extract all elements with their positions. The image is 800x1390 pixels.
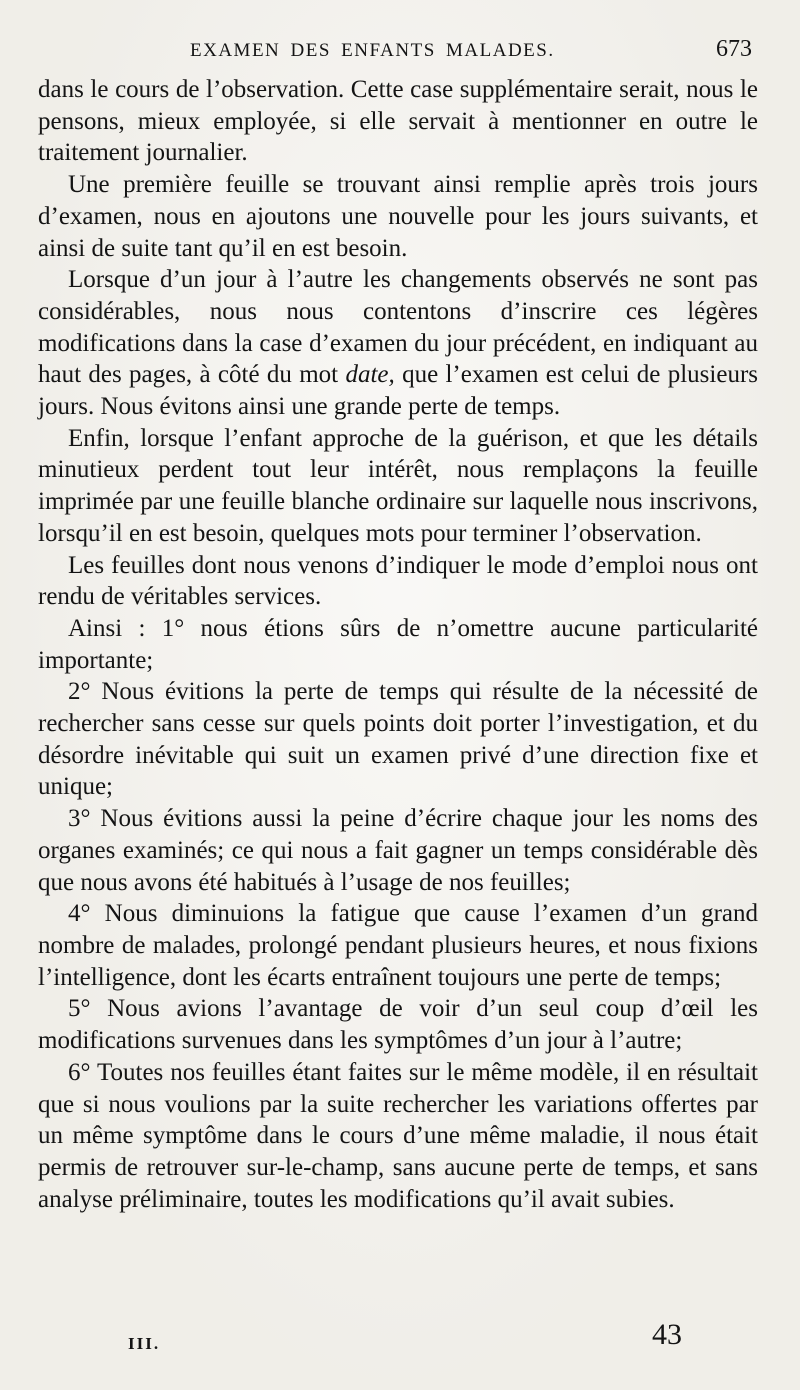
list-paragraph: 4° Nous diminuions la fatigue que cause l’examen d’un grand nombre de malades, prolongé pendant plusieurs heures, et nous fixions l’intelligence, dont les écarts entraînent toujours une perte de temps; bbox=[38, 900, 758, 991]
list-paragraph: 6° Toutes nos feuilles étant faites sur le même modèle, il en résultait que si nous voulions par la suite rechercher les variations offertes par un même symptôme dans le cours d’une même maladie, il nous était permis de retrouver sur-le-champ, sans aucune perte de temps, et sans analyse préliminaire, toutes les modifications qu’il avait subies. bbox=[38, 1058, 758, 1213]
paragraph bbox=[38, 264, 758, 423]
paragraph-text: que l’examen est celui de plusieurs jours. Nous évitons ainsi une grande perte de temps. bbox=[38, 361, 759, 421]
list-paragraph: 3° Nous évitions aussi la peine d’écrire chaque jour les noms des organes examinés; ce qui nous a fait gagner un temps considérable dès que nous avons été habitués à l’usage de nos feuilles; bbox=[38, 805, 758, 896]
sheet-number: 43 bbox=[652, 1318, 682, 1351]
signature-mark: III. bbox=[128, 1334, 161, 1353]
italic-word: date, bbox=[345, 361, 395, 389]
paragraph: Ainsi : 1° nous étions sûrs de n’omettre aucune particularité importante; bbox=[38, 614, 758, 674]
paragraph-continuation: dans le cours de l’observation. Cette case supplémentaire serait, nous le pensons, mieux employée, si elle servait à mentionner en outre le traitement journalier. bbox=[38, 76, 758, 167]
page-number: 673 bbox=[716, 36, 752, 62]
list-paragraph: 5° Nous avions l’avantage de voir d’un seul coup d’œil les modifications survenues dans les symptômes d’un jour à l’autre; bbox=[38, 995, 758, 1055]
page-footer bbox=[0, 1318, 800, 1368]
paragraph: Une première feuille se trouvant ainsi remplie après trois jours d’examen, nous en ajoutons une nouvelle pour les jours suivants, et ainsi de suite tant qu’il en est besoin. bbox=[38, 171, 758, 262]
list-paragraph: 2° Nous évitions la perte de temps qui résulte de la nécessité de rechercher sans cesse sur quels points doit porter l’investigation, et du désordre inévitable qui suit un examen privé d’une direction fixe et unique; bbox=[38, 678, 758, 801]
paragraph: Enfin, lorsque l’enfant approche de la guérison, et que les détails minutieux perdent tout leur intérêt, nous remplaçons la feuille imprimée par une feuille blanche ordinaire sur laquelle nous inscrivons, lorsqu’il en est besoin, quelques mots pour terminer l’observation. bbox=[38, 424, 758, 547]
text-block bbox=[38, 74, 758, 1215]
running-title: EXAMEN DES ENFANTS MALADES. bbox=[190, 40, 555, 61]
paragraph-text: Lorsque d’un jour à l’autre les changements observés ne sont pas considérables, nous nous contentons d’inscrire ces légères modifications dans la case d’examen du jour précédent, en indiquant au haut des pages, à côté du mot bbox=[38, 266, 758, 389]
paragraph: Les feuilles dont nous venons d’indiquer le mode d’emploi nous ont rendu de véritables services. bbox=[38, 551, 758, 611]
running-head bbox=[0, 36, 800, 76]
